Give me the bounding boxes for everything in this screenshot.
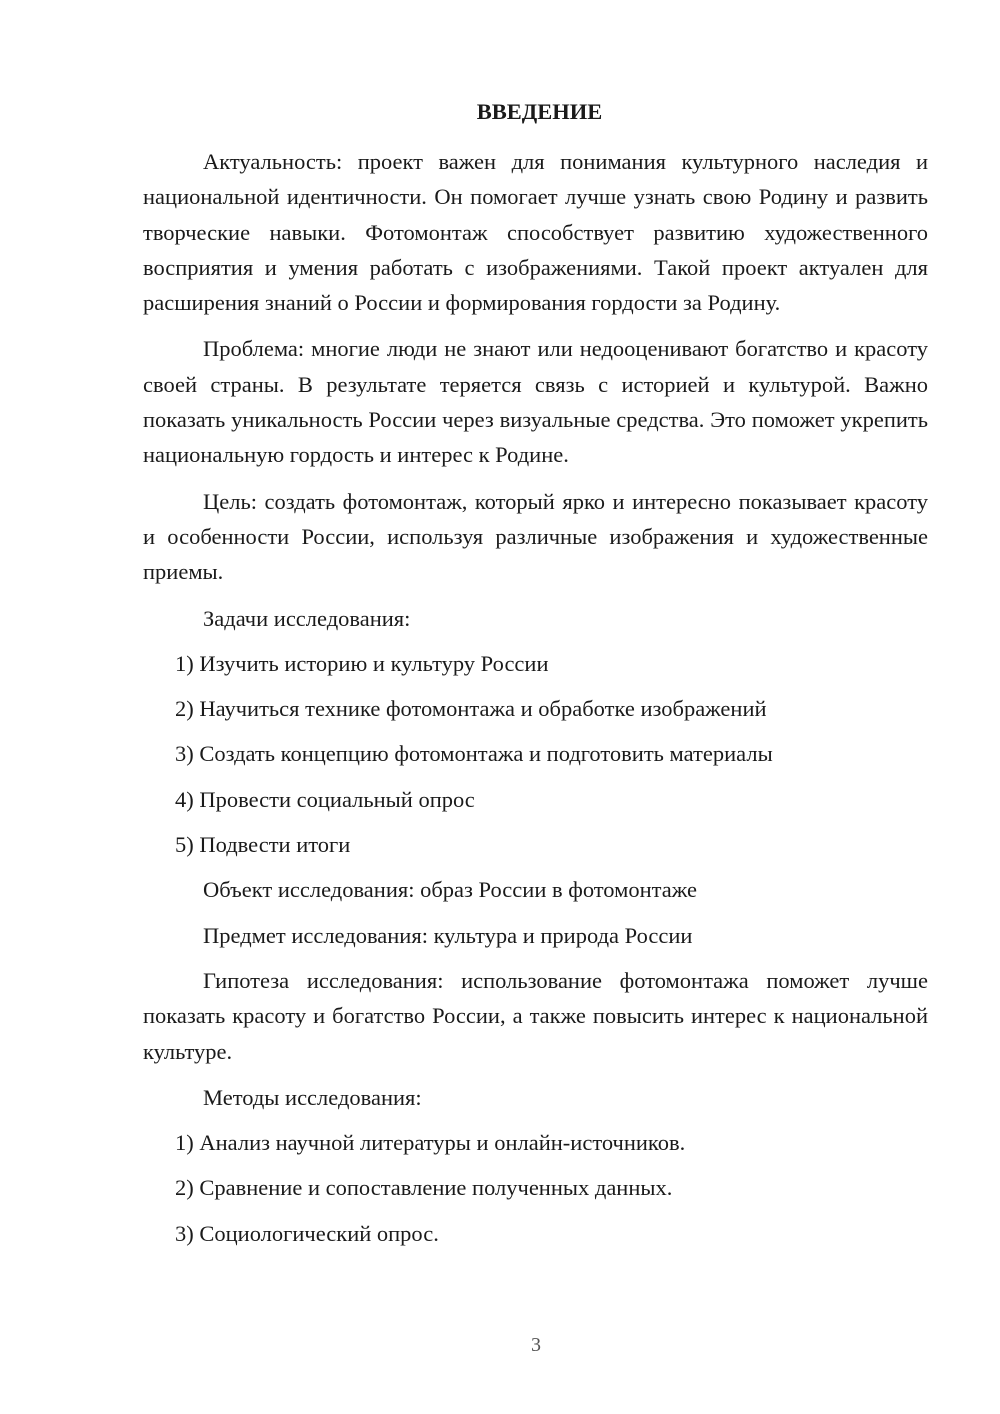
goal-paragraph: Цель: создать фотомонтаж, который ярко и интересно показывает красоту и особенности России, используя различные изображения и художественные приемы.	[143, 488, 928, 585]
task-item: 3) Создать концепцию фотомонтажа и подготовить материалы	[175, 741, 773, 767]
problem-paragraph: Проблема: многие люди не знают или недооценивают богатство и красоту своей страны. В результате теряется связь с историей и культурой. Важно показать уникальность России через визуальные средства. Это поможет укрепить национальную гордость и интерес к Родине.	[143, 336, 928, 468]
hypothesis-paragraph: Гипотеза исследования: использование фотомонтажа поможет лучше показать красоту и богатство России, а также повысить интерес к национальной культуре.	[143, 967, 928, 1064]
methods-list	[143, 1125, 928, 1251]
methods-heading: Методы исследования:	[203, 1084, 422, 1110]
task-item: 2) Научиться технике фотомонтажа и обработке изображений	[175, 696, 767, 722]
section-title: ВВЕДЕНИЕ	[476, 99, 603, 124]
tasks-list	[143, 646, 928, 862]
task-item: 5) Подвести итоги	[175, 832, 351, 858]
subject-line: Предмет исследования: культура и природа России	[203, 922, 693, 948]
relevance-paragraph: Актуальность: проект важен для понимания культурного наследия и национальной идентичности. Он помогает лучше узнать свою Родину и развить творческие навыки. Фотомонтаж способствует развитию художественного восприятия и умения работать с изображениями. Такой проект актуален для расширения знаний о России и формирования гордости за Родину.	[143, 149, 928, 316]
task-item: 4) Провести социальный опрос	[175, 786, 475, 812]
method-item: 2) Сравнение и сопоставление полученных данных.	[175, 1175, 673, 1201]
method-item: 3) Социологический опрос.	[175, 1220, 439, 1246]
task-item: 1) Изучить историю и культуру России	[175, 650, 549, 676]
tasks-heading: Задачи исследования:	[203, 605, 411, 631]
object-line: Объект исследования: образ России в фотомонтаже	[203, 877, 697, 903]
method-item: 1) Анализ научной литературы и онлайн-источников.	[175, 1130, 686, 1156]
page-content	[143, 95, 928, 1261]
page-number: 3	[531, 1334, 541, 1356]
